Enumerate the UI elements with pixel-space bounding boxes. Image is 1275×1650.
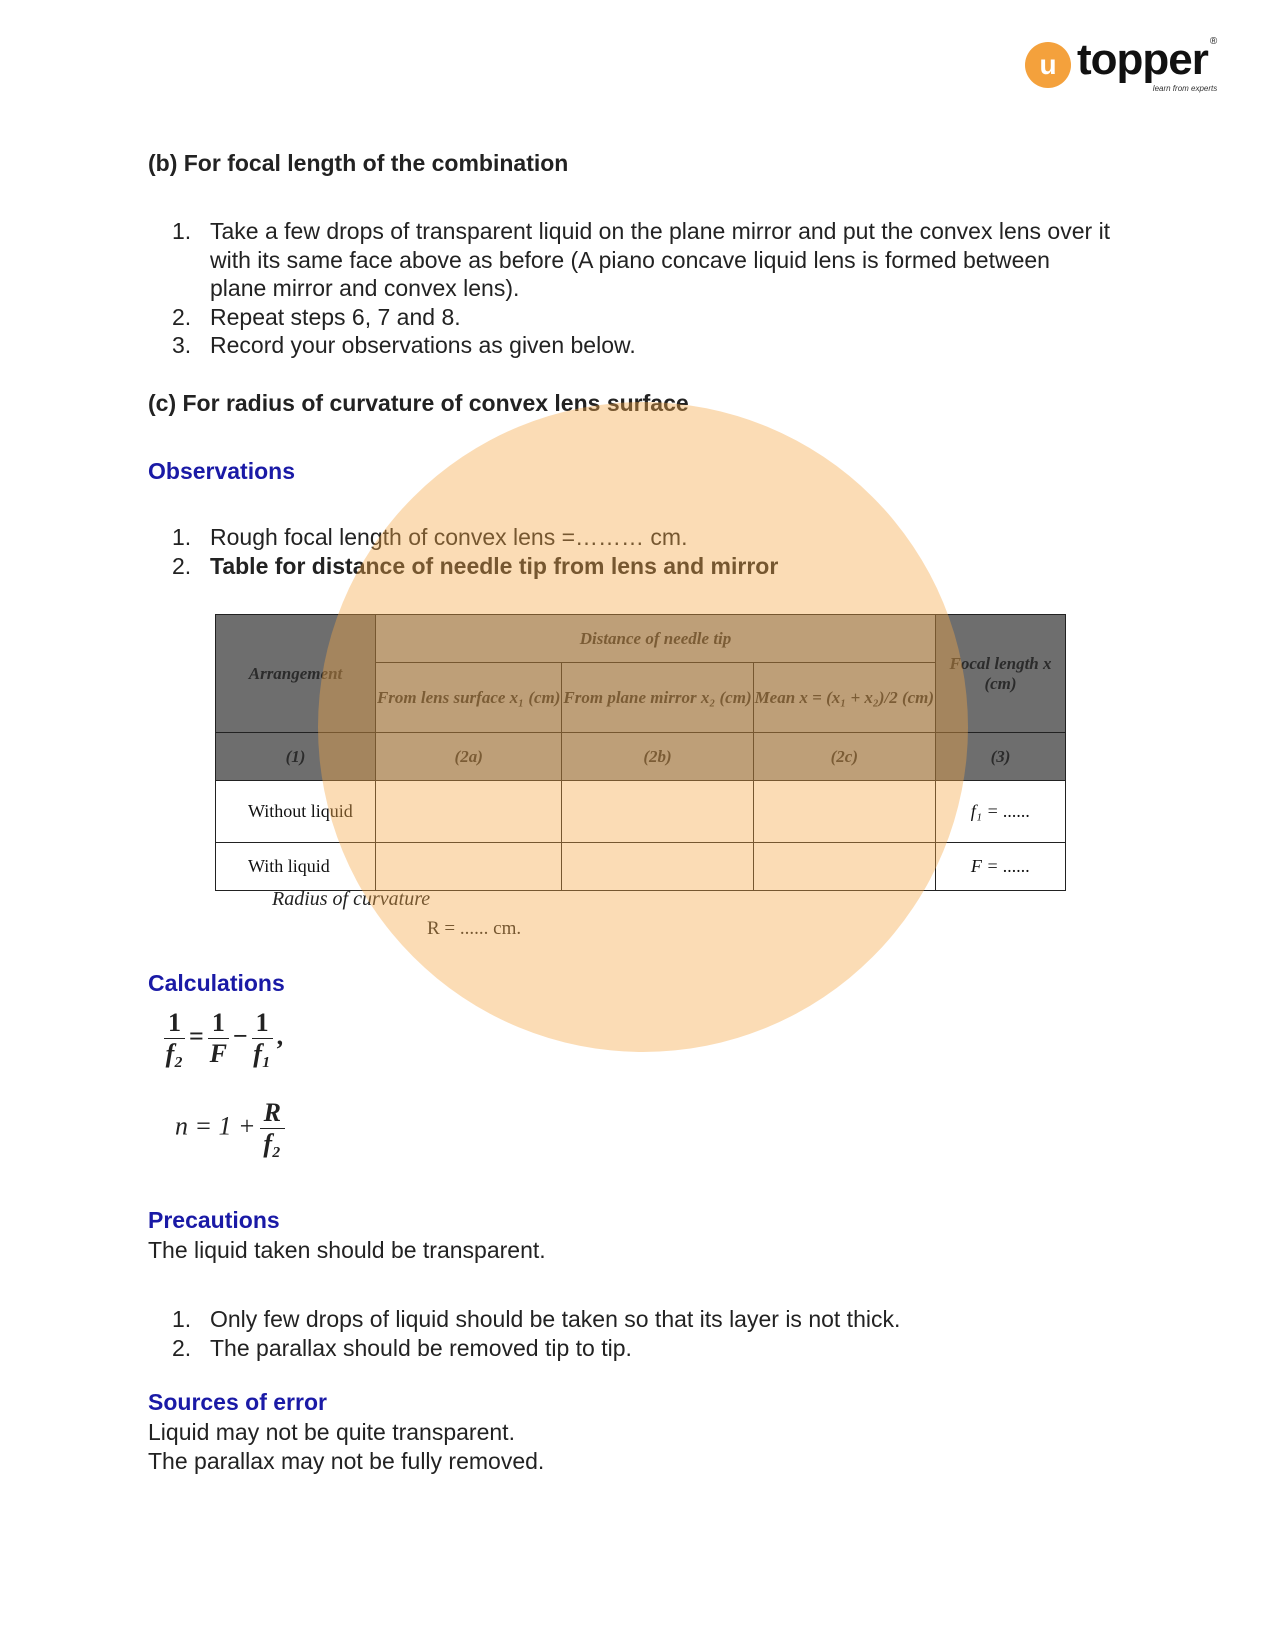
logo-mark-icon: u <box>1025 42 1071 88</box>
col-plane-mirror: From plane mirror x₂ (cm) <box>562 663 753 733</box>
logo-name: topper <box>1077 35 1208 84</box>
col-group-distance: Distance of needle tip <box>376 615 936 663</box>
errors-heading: Sources of error <box>148 1389 327 1415</box>
table-row: Without liquid f₁ = ...... <box>216 781 1066 843</box>
precautions-heading: Precautions <box>148 1207 280 1233</box>
col-mean: Mean x = (x₁ + x₂)/2 (cm) <box>753 663 935 733</box>
error-line: The parallax may not be fully removed. <box>148 1448 545 1474</box>
error-line: Liquid may not be quite transparent. <box>148 1419 515 1445</box>
col-num: (2c) <box>753 733 935 781</box>
col-num: (2a) <box>376 733 562 781</box>
registered-mark: ® <box>1209 36 1218 47</box>
observation-table <box>215 614 1066 891</box>
list-item: 2. Table for distance of needle tip from lens and mirror <box>172 552 779 579</box>
list-item: 2. Repeat steps 6, 7 and 8. <box>172 303 461 330</box>
col-num: (2b) <box>562 733 753 781</box>
radius-value: R = ...... cm. <box>427 918 522 939</box>
list-item: 2. The parallax should be removed tip to tip. <box>172 1334 632 1361</box>
col-focal-length: Focal length x (cm) <box>936 615 1066 733</box>
precautions-text: The liquid taken should be transparent. <box>148 1237 546 1263</box>
section-b-heading: (b) For focal length of the combination <box>148 150 569 176</box>
table-row: With liquid F = ...... <box>216 843 1066 891</box>
list-item: 1. Rough focal length of convex lens =……… cm. <box>172 524 688 550</box>
list-item: 3. Record your observations as given below. <box>172 332 636 358</box>
col-num: (1) <box>216 733 376 781</box>
radius-label: Radius of curvature <box>272 888 431 910</box>
col-arrangement: Arrangement <box>216 615 376 733</box>
col-lens-surface: From lens surface x₁ (cm) <box>376 663 562 733</box>
equation-2: n = 1 + $\frac{R}{\text{f₂}}$ <box>175 1098 289 1159</box>
list-item: 1. Take a few drops of transparent liquid on the plane mirror and put the convex lens over it with its same face above as before (A piano concave liquid lens is formed between plane mirror and convex lens). <box>172 218 1111 301</box>
topper-logo <box>1025 36 1217 94</box>
list-item: 1. Only few drops of liquid should be taken so that its layer is not thick. <box>172 1306 901 1332</box>
calculations-heading: Calculations <box>148 970 285 996</box>
section-c-heading: (c) For radius of curvature of convex lens surface <box>148 390 689 416</box>
observations-heading: Observations <box>148 458 295 484</box>
col-num: (3) <box>936 733 1066 781</box>
logo-tagline: learn from experts <box>1152 84 1218 93</box>
equation-1: $\frac{1}{\text{f₂}}$ = $\frac{1}{F}$ − $\frac{1}{\text{f₁}}$ , <box>165 1008 284 1068</box>
